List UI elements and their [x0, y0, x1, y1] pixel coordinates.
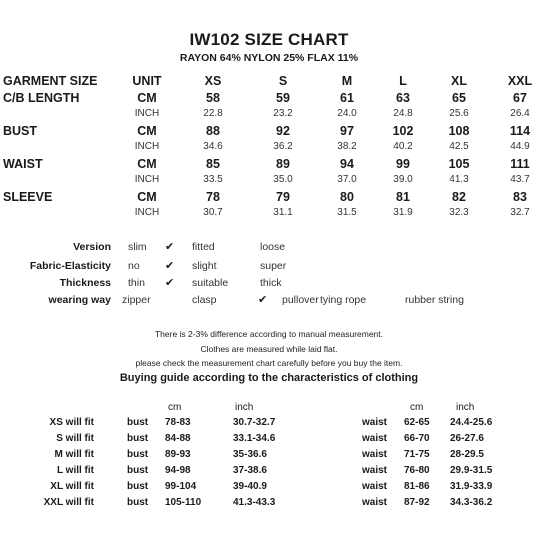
inch-value: 33.5 — [203, 174, 223, 185]
note-line: There is 2-3% difference according to manual measurement. — [154, 329, 384, 339]
header-unit: UNIT — [132, 74, 162, 88]
attribute-row-version — [0, 239, 538, 255]
cm-value: 97 — [340, 124, 354, 138]
guide-bust-label: bust — [127, 497, 149, 508]
attribute-row-fabric-elasticity — [0, 258, 538, 274]
inch-value: 24.0 — [337, 108, 357, 119]
note-line: please check the measurement chart carefully before you buy the item. — [135, 358, 403, 368]
guide-size-label: XS will fit — [49, 417, 94, 428]
cm-value: 58 — [206, 91, 220, 105]
attribute-option: clasp — [192, 294, 217, 306]
inch-value: 22.8 — [203, 108, 223, 119]
inch-value: 24.8 — [393, 108, 413, 119]
size-row-sleeve-inch — [0, 205, 538, 221]
cm-value: 105 — [448, 157, 470, 171]
check-icon: ✔ — [165, 241, 175, 253]
header-garment-size: GARMENT SIZE — [3, 74, 98, 88]
attribute-option: no — [128, 260, 140, 272]
unit-inch: INCH — [134, 141, 160, 152]
guide-row — [0, 431, 538, 447]
check-icon: ✔ — [258, 294, 268, 306]
attribute-option: slim — [128, 241, 147, 253]
guide-size-label: XXL will fit — [43, 497, 94, 508]
guide-size-label: S will fit — [56, 433, 94, 444]
header-size-m: M — [341, 74, 353, 88]
guide-bust-cm: 84-88 — [165, 433, 191, 444]
guide-waist-cm: 87-92 — [404, 497, 430, 508]
note-line: Clothes are measured while laid flat. — [200, 344, 338, 354]
guide-waist-cm: 66-70 — [404, 433, 430, 444]
header-size-xl: XL — [451, 74, 467, 88]
unit-inch: INCH — [134, 207, 160, 218]
guide-col-inch: inch — [235, 402, 254, 413]
guide-waist-label: waist — [362, 433, 388, 444]
size-row-label: C/B LENGTH — [3, 91, 80, 105]
buying-guide-title: Buying guide according to the characteristics of clothing — [119, 372, 419, 384]
check-icon: ✔ — [165, 260, 175, 272]
guide-bust-label: bust — [127, 465, 149, 476]
guide-bust-cm: 78-83 — [165, 417, 191, 428]
guide-row — [0, 415, 538, 431]
cm-value: 111 — [510, 157, 530, 171]
guide-col-cm: cm — [410, 402, 424, 413]
attribute-option: thick — [260, 277, 282, 289]
inch-value: 42.5 — [449, 141, 469, 152]
inch-value: 32.7 — [510, 207, 530, 218]
guide-bust-inch: 35-36.6 — [233, 449, 267, 460]
inch-value: 44.9 — [510, 141, 530, 152]
guide-size-label: M will fit — [54, 449, 94, 460]
attribute-option: thin — [128, 277, 145, 289]
cm-value: 108 — [448, 124, 470, 138]
attribute-row-thickness — [0, 275, 538, 291]
attribute-option: loose — [260, 241, 286, 253]
size-header-row — [0, 73, 538, 89]
guide-bust-inch: 33.1-34.6 — [233, 433, 276, 444]
cm-value: 88 — [206, 124, 220, 138]
cm-value: 82 — [452, 190, 466, 204]
guide-waist-inch: 34.3-36.2 — [450, 497, 493, 508]
unit-cm: CM — [137, 157, 157, 171]
unit-cm: CM — [137, 124, 157, 138]
cm-value: 99 — [396, 157, 410, 171]
cm-value: 85 — [206, 157, 220, 171]
attribute-option: suitable — [192, 277, 229, 289]
inch-value: 30.7 — [203, 207, 223, 218]
cm-value: 67 — [513, 91, 527, 105]
attribute-label: Fabric-Elasticity — [29, 260, 111, 272]
unit-cm: CM — [137, 190, 157, 204]
inch-value: 35.0 — [273, 174, 293, 185]
guide-waist-cm: 71-75 — [404, 449, 430, 460]
guide-col-inch: inch — [456, 402, 475, 413]
inch-value: 26.4 — [510, 108, 530, 119]
cm-value: 65 — [452, 91, 466, 105]
size-row-label: SLEEVE — [3, 190, 53, 204]
header-size-l: L — [399, 74, 407, 88]
guide-size-label: L will fit — [56, 465, 94, 476]
fabric-composition: RAYON 64% NYLON 25% FLAX 11% — [179, 52, 359, 64]
attribute-row-wearing-way — [0, 292, 538, 308]
guide-waist-inch: 29.9-31.5 — [450, 465, 493, 476]
inch-value: 31.5 — [337, 207, 357, 218]
attribute-option: pullover — [282, 294, 319, 306]
guide-waist-label: waist — [362, 465, 388, 476]
cm-value: 92 — [276, 124, 290, 138]
size-row-bust-cm — [0, 123, 538, 139]
size-row-bust-inch — [0, 139, 538, 155]
cm-value: 61 — [340, 91, 354, 105]
header-size-s: S — [278, 74, 288, 88]
page-title: IW102 SIZE CHART — [189, 30, 349, 49]
guide-size-label: XL will fit — [50, 481, 94, 492]
guide-bust-cm: 89-93 — [165, 449, 191, 460]
inch-value: 39.0 — [393, 174, 413, 185]
guide-waist-inch: 31.9-33.9 — [450, 481, 493, 492]
attribute-option: super — [260, 260, 287, 272]
size-row-sleeve-cm — [0, 189, 538, 205]
guide-waist-inch: 26-27.6 — [450, 433, 484, 444]
inch-value: 31.1 — [273, 207, 293, 218]
size-row-label: WAIST — [3, 157, 43, 171]
inch-value: 43.7 — [510, 174, 530, 185]
size-row-waist-inch — [0, 172, 538, 188]
inch-value: 25.6 — [449, 108, 469, 119]
cm-value: 83 — [513, 190, 527, 204]
cm-value: 114 — [509, 124, 531, 138]
size-row-label: BUST — [3, 124, 38, 138]
guide-waist-label: waist — [362, 449, 388, 460]
guide-bust-label: bust — [127, 417, 149, 428]
inch-value: 41.3 — [449, 174, 469, 185]
inch-value: 37.0 — [337, 174, 357, 185]
header-size-xxl: XXL — [507, 74, 533, 88]
attribute-option: slight — [192, 260, 217, 272]
attribute-option: tying rope — [320, 294, 367, 306]
unit-inch: INCH — [134, 108, 160, 119]
unit-cm: CM — [137, 91, 157, 105]
inch-value: 32.3 — [449, 207, 469, 218]
cm-value: 81 — [396, 190, 410, 204]
guide-bust-inch: 39-40.9 — [233, 481, 267, 492]
guide-waist-inch: 24.4-25.6 — [450, 417, 493, 428]
attribute-option: rubber string — [405, 294, 464, 306]
guide-bust-label: bust — [127, 481, 149, 492]
size-row-c-b-length-inch — [0, 106, 538, 122]
inch-value: 40.2 — [393, 141, 413, 152]
cm-value: 78 — [206, 190, 220, 204]
guide-bust-cm: 105-110 — [165, 497, 202, 508]
unit-inch: INCH — [134, 174, 160, 185]
guide-bust-inch: 41.3-43.3 — [233, 497, 276, 508]
attribute-option: zipper — [122, 294, 151, 306]
guide-waist-cm: 81-86 — [404, 481, 430, 492]
guide-bust-inch: 37-38.6 — [233, 465, 267, 476]
guide-waist-label: waist — [362, 497, 388, 508]
guide-row — [0, 463, 538, 479]
guide-bust-cm: 99-104 — [165, 481, 197, 492]
inch-value: 36.2 — [273, 141, 293, 152]
cm-value: 89 — [276, 157, 290, 171]
guide-waist-cm: 62-65 — [404, 417, 430, 428]
attribute-option: fitted — [192, 241, 215, 253]
guide-row — [0, 447, 538, 463]
guide-row — [0, 495, 538, 511]
guide-bust-label: bust — [127, 433, 149, 444]
inch-value: 31.9 — [393, 207, 413, 218]
guide-bust-label: bust — [127, 449, 149, 460]
cm-value: 80 — [340, 190, 354, 204]
inch-value: 34.6 — [203, 141, 223, 152]
cm-value: 102 — [392, 124, 414, 138]
guide-waist-cm: 76-80 — [404, 465, 430, 476]
attribute-label: wearing way — [48, 294, 111, 306]
attribute-label: Thickness — [59, 277, 111, 289]
cm-value: 79 — [276, 190, 290, 204]
cm-value: 63 — [396, 91, 410, 105]
inch-value: 38.2 — [337, 141, 357, 152]
guide-waist-label: waist — [362, 417, 388, 428]
guide-waist-label: waist — [362, 481, 388, 492]
cm-value: 59 — [276, 91, 290, 105]
guide-row — [0, 479, 538, 495]
guide-waist-inch: 28-29.5 — [450, 449, 484, 460]
guide-bust-cm: 94-98 — [165, 465, 191, 476]
attribute-label: Version — [73, 241, 111, 253]
check-icon: ✔ — [165, 277, 175, 289]
guide-bust-inch: 30.7-32.7 — [233, 417, 276, 428]
size-row-c-b-length-cm — [0, 90, 538, 106]
cm-value: 94 — [340, 157, 354, 171]
guide-col-cm: cm — [168, 402, 182, 413]
header-size-xs: XS — [204, 74, 222, 88]
size-row-waist-cm — [0, 156, 538, 172]
inch-value: 23.2 — [273, 108, 293, 119]
